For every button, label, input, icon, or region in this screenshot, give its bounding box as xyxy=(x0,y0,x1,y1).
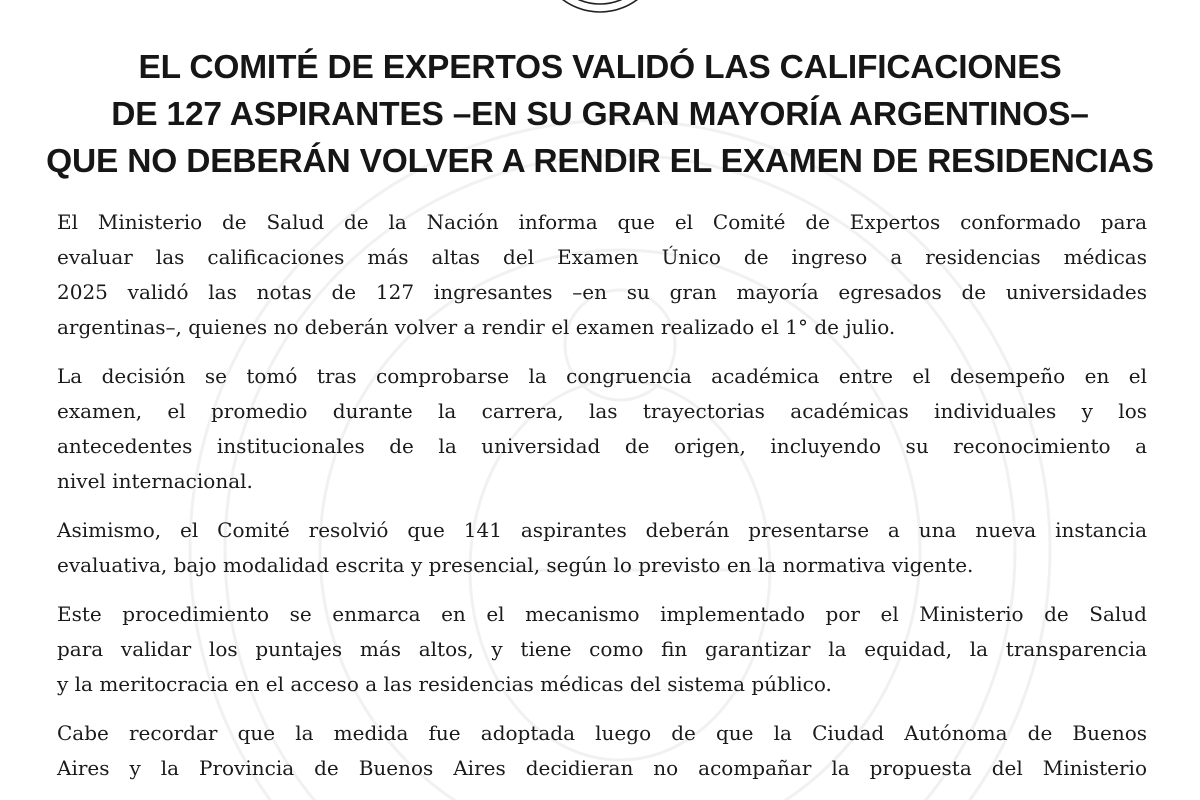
headline-line-3: QUE NO DEBERÁN VOLVER A RENDIR EL EXAMEN DE RESIDENCIAS xyxy=(46,143,1154,180)
paragraph-line: evaluativa, bajo modalidad escrita y presencial, según lo previsto en la normativa vigente. xyxy=(57,553,974,577)
paragraph-line: nivel internacional. xyxy=(57,469,253,493)
paragraph-1 xyxy=(57,205,1147,345)
headline-line-2: DE 127 ASPIRANTES –EN SU GRAN MAYORÍA ARGENTINOS– xyxy=(111,96,1089,133)
paragraph-line: para validar los puntajes más altos, y tiene como fin garantizar la equidad, la transparencia xyxy=(57,637,1147,661)
paragraph-line: Asimismo, el Comité resolvió que 141 aspirantes deberán presentarse a una nueva instancia xyxy=(57,518,1147,542)
paragraph-line: Este procedimiento se enmarca en el mecanismo implementado por el Ministerio de Salud xyxy=(57,602,1147,626)
headline xyxy=(30,44,1170,185)
paragraph-line: Cabe recordar que la medida fue adoptada luego de que la Ciudad Autónoma de Buenos xyxy=(57,721,1147,745)
paragraph-line: y la meritocracia en el acceso a las residencias médicas del sistema público. xyxy=(57,672,832,696)
paragraph-line: argentinas–, quienes no deberán volver a rendir el examen realizado el 1° de julio. xyxy=(57,315,896,339)
paragraph-line: examen, el promedio durante la carrera, las trayectorias académicas individuales y los xyxy=(57,399,1147,423)
paragraph-line: El Ministerio de Salud de la Nación informa que el Comité de Expertos conformado para xyxy=(57,210,1147,234)
paragraph-line: evaluar las calificaciones más altas del Examen Único de ingreso a residencias médicas xyxy=(57,245,1147,269)
top-seal-icon xyxy=(535,0,665,16)
headline-line-1: EL COMITÉ DE EXPERTOS VALIDÓ LAS CALIFICACIONES xyxy=(138,49,1062,86)
paragraph-4 xyxy=(57,597,1147,702)
article-body xyxy=(57,205,1147,800)
paragraph-line: antecedentes institucionales de la universidad de origen, incluyendo su reconocimiento a xyxy=(57,434,1147,458)
paragraph-line: La decisión se tomó tras comprobarse la congruencia académica entre el desempeño en el xyxy=(57,364,1147,388)
paragraph-5 xyxy=(57,716,1147,786)
paragraph-3 xyxy=(57,513,1147,583)
paragraph-line: 2025 validó las notas de 127 ingresantes –en su gran mayoría egresados de universidades xyxy=(57,280,1147,304)
paragraph-2 xyxy=(57,359,1147,499)
paragraph-line: Aires y la Provincia de Buenos Aires decidieran no acompañar la propuesta del Ministerio xyxy=(57,756,1147,780)
